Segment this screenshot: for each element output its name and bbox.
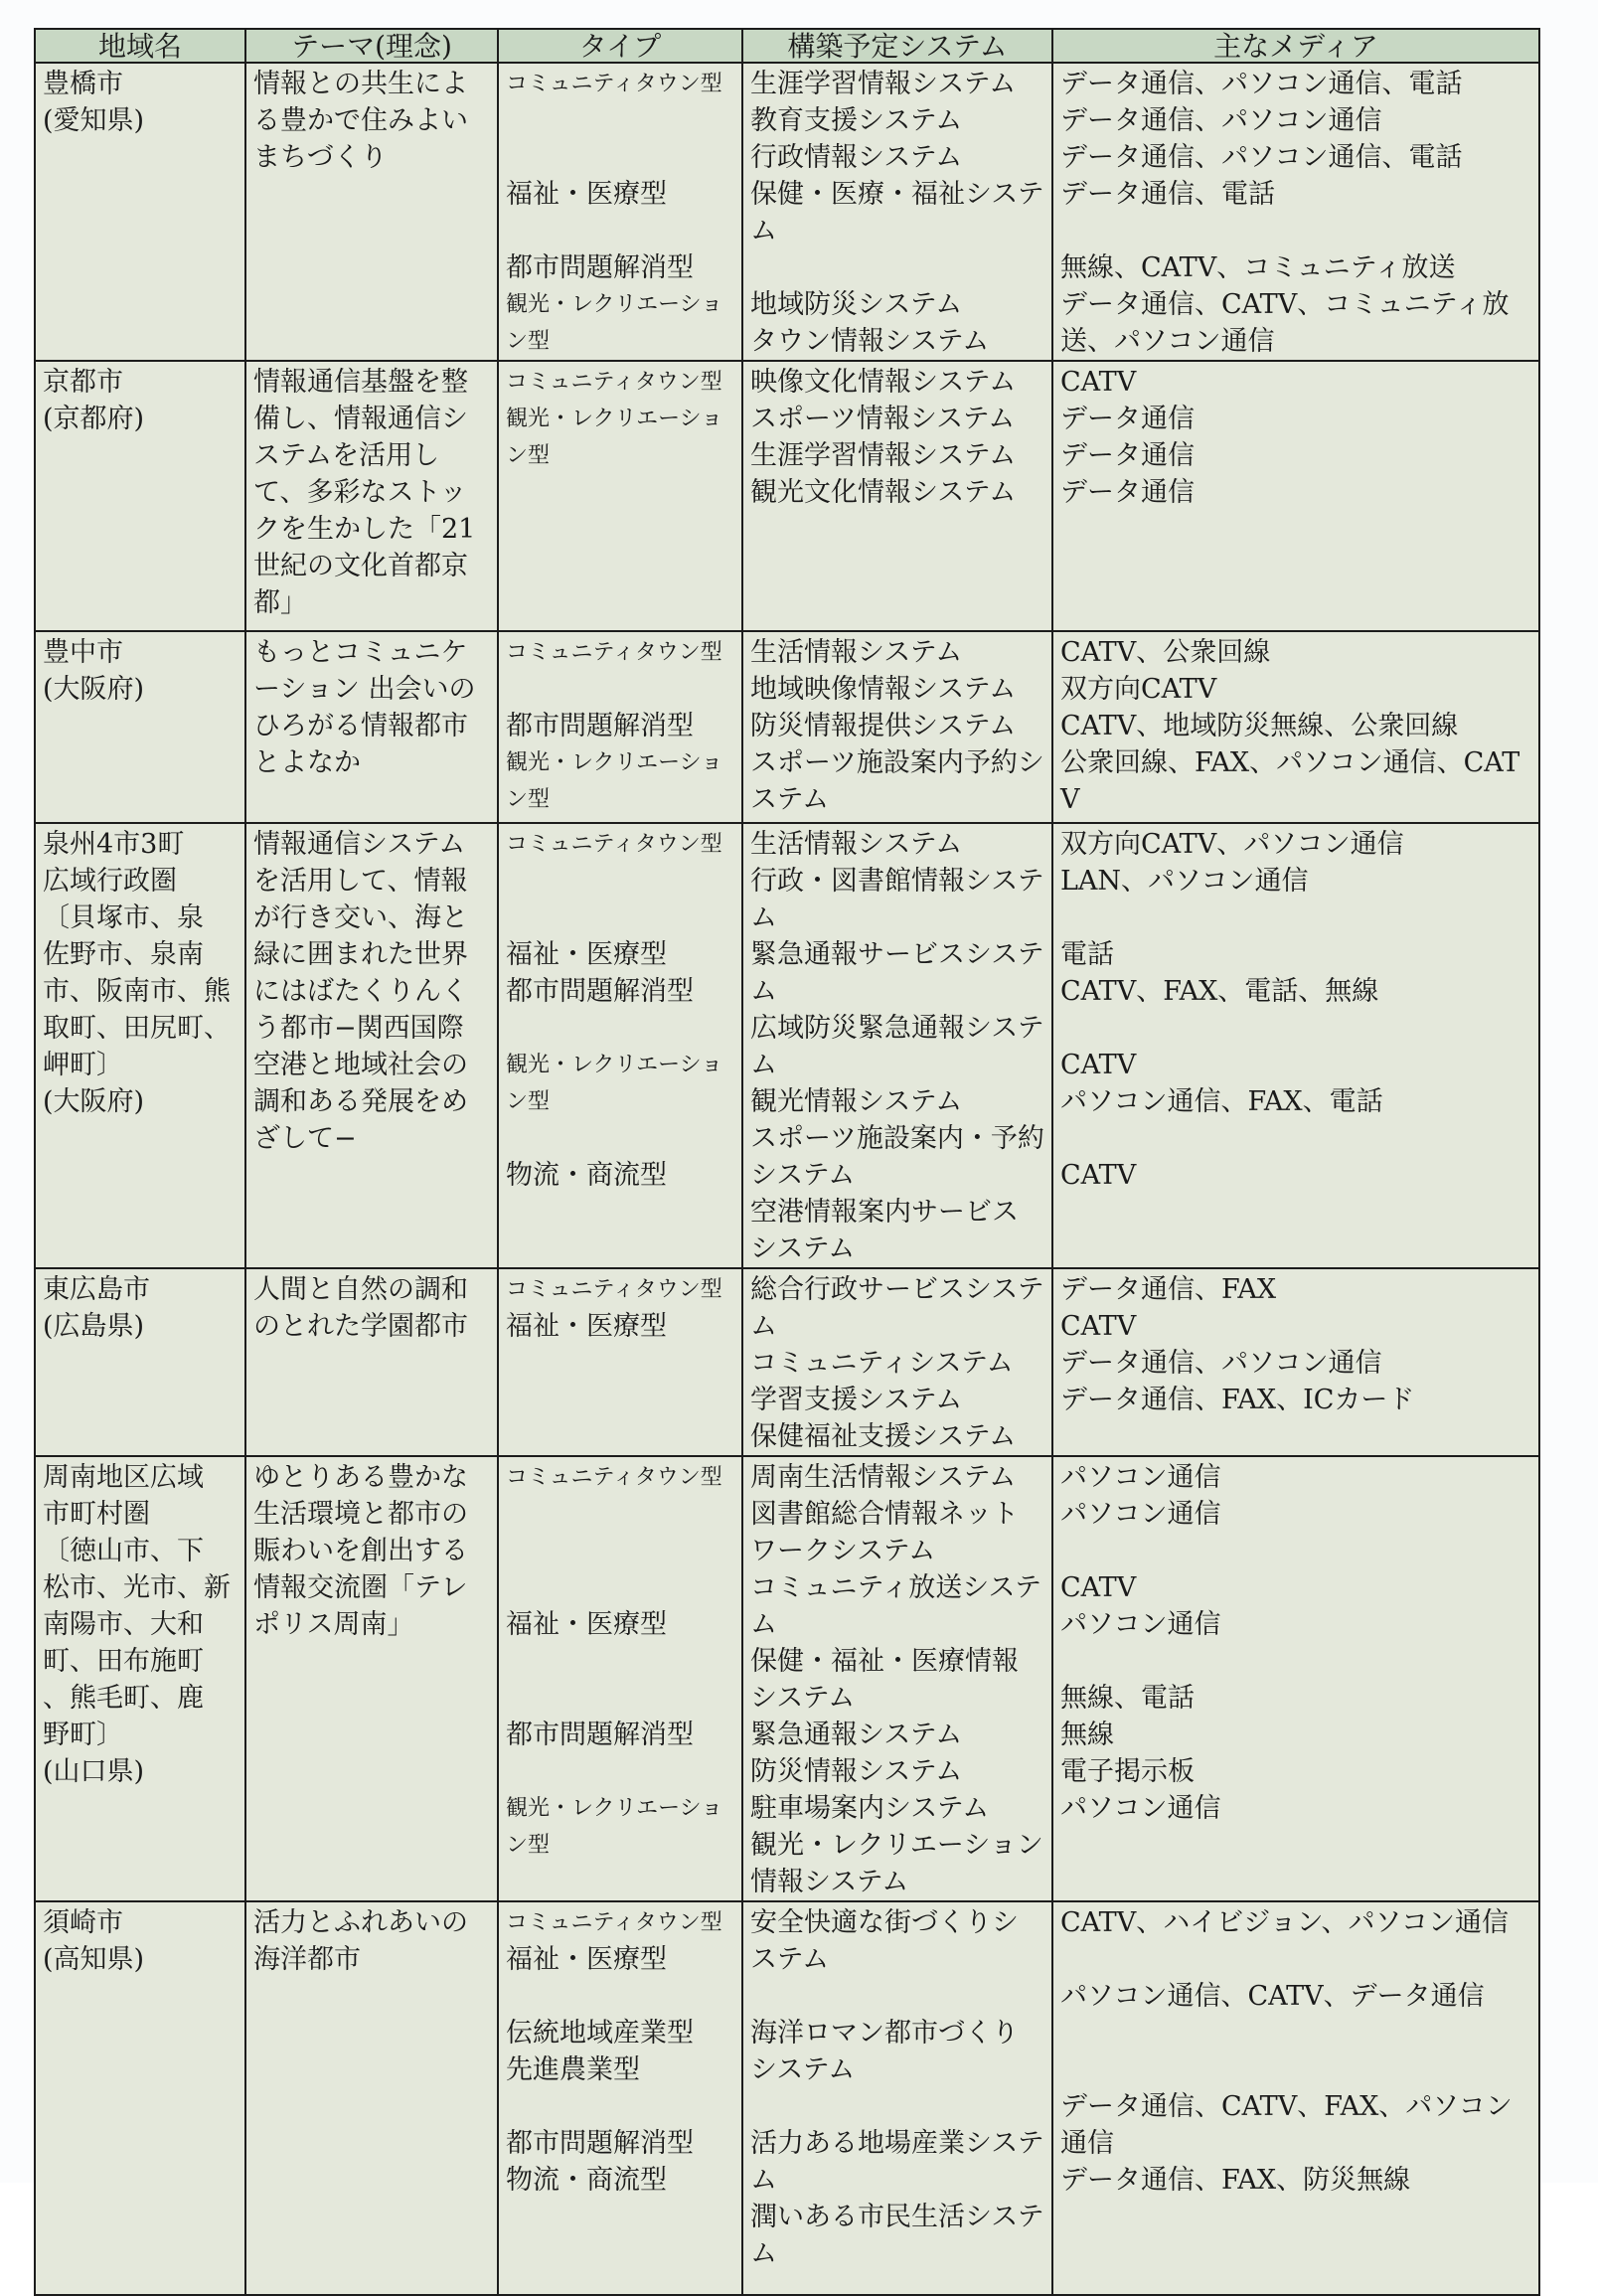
header-region-name: 地域名 <box>35 29 245 63</box>
cell-line: 広域防災緊急通報システム <box>750 1013 1044 1080</box>
cell-theme <box>245 1901 498 2295</box>
cell-region-name <box>35 1268 245 1456</box>
cell-theme <box>245 63 498 361</box>
cell-line: 都市問題解消型 <box>506 2128 694 2159</box>
cell-line <box>506 863 734 900</box>
cell-line: 無線、電話 <box>1060 1683 1195 1714</box>
cell-region-name <box>35 823 245 1268</box>
cell-line: 公衆回線、FAX、パソコン通信、CATV <box>1060 747 1520 815</box>
cell-line: 〔貝塚市、泉 <box>43 902 204 933</box>
table-body <box>35 63 1539 2295</box>
cell-line: 福祉・医療型 <box>506 1944 667 1975</box>
cell-line: スポーツ施設案内予約システム <box>750 747 1044 815</box>
cell-line: (京都府) <box>43 404 145 434</box>
cell-line: 観光・レクリエーション型 <box>506 407 723 468</box>
cell-line: 生涯学習情報システム <box>750 69 1017 99</box>
cell-line: 緊急通報サービスシステム <box>750 939 1044 1007</box>
cell-line: 観光・レクリエーション型 <box>506 292 723 354</box>
cell-region-name <box>35 631 245 823</box>
cell-line: 都市問題解消型 <box>506 711 694 741</box>
table-row <box>35 1901 1539 2295</box>
cell-line: コミュニティタウン型 <box>506 832 722 857</box>
cell-line: パソコン通信 <box>1060 1609 1221 1640</box>
cell-region-name <box>35 1456 245 1901</box>
cell-line: 東広島市 <box>43 1274 150 1305</box>
cell-line: 無線 <box>1060 1720 1114 1750</box>
cell-theme <box>245 1268 498 1456</box>
regional-info-systems-table <box>34 28 1540 2296</box>
theme-text: 情報通信システムを活用して、情報が行き交い、海と緑に囲まれた世界にはばたくりんくう都市−関西国際空港と地域社会の調和ある発展をめざして− <box>253 829 468 1154</box>
cell-line: 南陽市、大和 <box>43 1609 204 1640</box>
cell-line: (大阪府) <box>43 1086 145 1117</box>
cell-line: 空港情報案内サービスシステム <box>750 1197 1019 1264</box>
cell-main-media <box>1052 631 1539 823</box>
cell-line: 行政・図書館情報システム <box>750 866 1044 933</box>
cell-region-name <box>35 1901 245 2295</box>
table-row <box>35 1268 1539 1456</box>
cell-line: 観光・レクリエーション型 <box>506 1796 723 1858</box>
table-row <box>35 63 1539 361</box>
cell-line <box>1060 213 1531 249</box>
cell-line: CATV <box>1060 1160 1137 1191</box>
cell-line: 保健・福祉・医療情報システム <box>750 1646 1019 1714</box>
cell-line: 緊急通報システム <box>750 1720 963 1750</box>
cell-line: 都市問題解消型 <box>506 252 694 283</box>
cell-planned-system <box>742 1456 1052 1901</box>
cell-line <box>1060 2051 1531 2088</box>
theme-text: 情報との共生による豊かで住みよいまちづくり <box>253 69 468 173</box>
cell-main-media <box>1052 1901 1539 2295</box>
cell-main-media <box>1052 1268 1539 1456</box>
cell-line: 周南地区広域 <box>43 1462 204 1493</box>
cell-planned-system <box>742 63 1052 361</box>
cell-theme <box>245 823 498 1268</box>
cell-line: データ通信、パソコン通信、電話 <box>1060 69 1463 99</box>
cell-planned-system <box>742 1268 1052 1456</box>
cell-line: コミュニティタウン型 <box>506 640 722 665</box>
cell-type <box>498 631 742 823</box>
table-row <box>35 1456 1539 1901</box>
cell-line: データ通信、パソコン通信 <box>1060 1348 1382 1379</box>
cell-line: 学習支援システム <box>750 1385 963 1415</box>
cell-line <box>1060 900 1531 936</box>
cell-line: コミュニティ放送システム <box>750 1572 1041 1640</box>
cell-main-media <box>1052 823 1539 1268</box>
cell-line <box>506 1978 734 2015</box>
cell-line: コミュニティシステム <box>750 1348 1014 1379</box>
cell-theme <box>245 361 498 631</box>
cell-line: 福祉・医療型 <box>506 179 667 210</box>
cell-planned-system <box>742 631 1052 823</box>
cell-line: 電子掲示板 <box>1060 1756 1195 1787</box>
cell-line <box>1060 1120 1531 1157</box>
cell-line: 周南生活情報システム <box>750 1462 1017 1493</box>
cell-line: 先進農業型 <box>506 2054 640 2085</box>
cell-line <box>506 1680 734 1717</box>
cell-line: CATV、地域防災無線、公衆回線 <box>1060 711 1459 741</box>
cell-line: パソコン通信 <box>1060 1462 1221 1493</box>
cell-line: データ通信、パソコン通信、電話 <box>1060 142 1463 173</box>
cell-line: データ通信 <box>1060 404 1195 434</box>
cell-main-media <box>1052 63 1539 361</box>
cell-region-name <box>35 361 245 631</box>
cell-line: 福祉・医療型 <box>506 1311 667 1342</box>
cell-main-media <box>1052 361 1539 631</box>
cell-line: 地域防災システム <box>750 289 963 320</box>
cell-line: データ通信、CATV、FAX、パソコン通信 <box>1060 2091 1513 2159</box>
cell-line <box>506 1643 734 1680</box>
table-row <box>35 631 1539 823</box>
header-type: タイプ <box>498 29 742 63</box>
theme-text: 活力とふれあいの海洋都市 <box>253 1907 468 1975</box>
cell-line: コミュニティタウン型 <box>506 1910 722 1935</box>
cell-line: 取町、田尻町、 <box>43 1013 231 1044</box>
cell-line: データ通信、FAX <box>1060 1274 1277 1305</box>
cell-type <box>498 361 742 631</box>
cell-line: 豊中市 <box>43 637 123 668</box>
cell-line: 福祉・医療型 <box>506 1609 667 1640</box>
cell-line: 生活情報システム <box>750 829 963 860</box>
cell-region-name <box>35 63 245 361</box>
cell-line: 安全快適な街づくりシステム <box>750 1907 1019 1975</box>
cell-line: LAN、パソコン通信 <box>1060 866 1309 897</box>
cell-line: 図書館総合情報ネットワークシステム <box>750 1499 1019 1566</box>
cell-theme <box>245 1456 498 1901</box>
cell-line: 観光・レクリエーション型 <box>506 750 723 812</box>
header-theme: テーマ(理念) <box>245 29 498 63</box>
cell-line: データ通信 <box>1060 440 1195 471</box>
cell-line: 海洋ロマン都市づくりシステム <box>750 2018 1019 2085</box>
cell-line: 活力ある地場産業システム <box>750 2128 1044 2196</box>
cell-line: 福祉・医療型 <box>506 939 667 970</box>
cell-line <box>506 1533 734 1569</box>
cell-line: 保健福祉支援システム <box>750 1421 1017 1452</box>
cell-line: 泉州4市3町 <box>43 829 185 860</box>
cell-line <box>506 1120 734 1157</box>
header-planned-system: 構築予定システム <box>742 29 1052 63</box>
theme-text: ゆとりある豊かな生活環境と都市の賑わいを創出する情報交流圏「テレポリス周南」 <box>253 1462 468 1640</box>
table-header-row <box>35 29 1539 63</box>
table-row <box>35 823 1539 1268</box>
cell-line: 京都市 <box>43 367 123 398</box>
cell-line: 観光・レクリエーション情報システム <box>750 1830 1043 1897</box>
cell-line: (高知県) <box>43 1944 145 1975</box>
cell-line <box>750 1978 1044 2015</box>
cell-line: コミュニティタウン型 <box>506 1277 722 1302</box>
cell-line: 観光情報システム <box>750 1086 963 1117</box>
cell-line: 観光文化情報システム <box>750 477 1017 508</box>
cell-line: 生活情報システム <box>750 637 963 668</box>
cell-line: (山口県) <box>43 1756 145 1787</box>
cell-line: 広域行政圏 <box>43 866 177 897</box>
cell-planned-system <box>742 823 1052 1268</box>
cell-line: CATV <box>1060 1050 1137 1080</box>
cell-line: スポーツ情報システム <box>750 404 1016 434</box>
cell-planned-system <box>742 361 1052 631</box>
cell-line: 都市問題解消型 <box>506 1720 694 1750</box>
cell-line: 物流・商流型 <box>506 2165 667 2196</box>
header-main-media: 主なメディア <box>1052 29 1539 63</box>
cell-line: CATV、FAX、電話、無線 <box>1060 976 1379 1007</box>
cell-line: データ通信、CATV、コミュニティ放送、パソコン通信 <box>1060 289 1510 357</box>
cell-line <box>506 671 734 708</box>
cell-line: パソコン通信 <box>1060 1793 1221 1824</box>
cell-line: 双方向CATV <box>1060 674 1217 705</box>
cell-line <box>506 213 734 249</box>
cell-line: パソコン通信、FAX、電話 <box>1060 1086 1383 1117</box>
table-row <box>35 361 1539 631</box>
cell-line: データ通信、パソコン通信 <box>1060 105 1382 136</box>
cell-line: 映像文化情報システム <box>750 367 1017 398</box>
cell-planned-system <box>742 1901 1052 2295</box>
cell-line <box>506 1569 734 1606</box>
cell-line: CATV、公衆回線 <box>1060 637 1271 668</box>
cell-line: 生涯学習情報システム <box>750 440 1017 471</box>
cell-line: コミュニティタウン型 <box>506 370 722 395</box>
cell-line: コミュニティタウン型 <box>506 1465 722 1490</box>
cell-line: 観光・レクリエーション型 <box>506 1053 723 1114</box>
cell-line <box>506 139 734 176</box>
cell-line <box>750 249 1044 286</box>
cell-line: CATV <box>1060 1572 1137 1603</box>
cell-line <box>506 1753 734 1790</box>
cell-line: 教育支援システム <box>750 105 963 136</box>
cell-theme <box>245 631 498 823</box>
cell-line: 市町村圏 <box>43 1499 150 1530</box>
cell-line: CATV、ハイビジョン、パソコン通信 <box>1060 1907 1509 1938</box>
cell-line <box>750 2088 1044 2125</box>
theme-text: 情報通信基盤を整備し、情報通信システムを活用して、多彩なストックを生かした「21世紀の文化首都京都」 <box>253 367 476 618</box>
cell-line: タウン情報システム <box>750 326 990 357</box>
cell-line: 野町〕 <box>43 1720 123 1750</box>
cell-line: データ通信、電話 <box>1060 179 1275 210</box>
cell-line: データ通信、FAX、ICカード <box>1060 1385 1415 1415</box>
cell-line: パソコン通信 <box>1060 1499 1221 1530</box>
cell-line <box>1060 1533 1531 1569</box>
cell-line <box>1060 1941 1531 1978</box>
cell-type <box>498 63 742 361</box>
cell-line <box>1060 1010 1531 1047</box>
cell-type <box>498 1268 742 1456</box>
cell-line: データ通信、FAX、防災無線 <box>1060 2165 1411 2196</box>
cell-line: 地域映像情報システム <box>750 674 1017 705</box>
cell-line: データ通信 <box>1060 477 1195 508</box>
cell-line <box>1060 2015 1531 2051</box>
cell-line <box>506 900 734 936</box>
cell-line: 双方向CATV、パソコン通信 <box>1060 829 1404 860</box>
cell-line: 須崎市 <box>43 1907 123 1938</box>
cell-line: 町、田布施町 <box>43 1646 204 1677</box>
theme-text: もっとコミュニケーション 出会いのひろがる情報都市とよなか <box>253 637 476 778</box>
cell-type <box>498 1901 742 2295</box>
cell-line: 保健・医療・福祉システム <box>750 179 1044 246</box>
cell-type <box>498 823 742 1268</box>
cell-line: 伝統地域産業型 <box>506 2018 694 2049</box>
cell-line: (愛知県) <box>43 105 145 136</box>
cell-line: (大阪府) <box>43 674 145 705</box>
cell-line: パソコン通信、CATV、データ通信 <box>1060 1981 1485 2012</box>
cell-line: 防災情報提供システム <box>750 711 1017 741</box>
cell-line: 潤いある市民生活システム <box>750 2202 1044 2269</box>
cell-line: 行政情報システム <box>750 142 963 173</box>
cell-line: CATV <box>1060 1311 1137 1342</box>
cell-line <box>506 1496 734 1533</box>
cell-line: 豊橋市 <box>43 69 123 99</box>
cell-line: 電話 <box>1060 939 1114 970</box>
cell-line: 市、阪南市、熊 <box>43 976 231 1007</box>
cell-line: 都市問題解消型 <box>506 976 694 1007</box>
cell-line <box>506 102 734 139</box>
cell-line: 松市、光市、新 <box>43 1572 231 1603</box>
cell-line: 無線、CATV、コミュニティ放送 <box>1060 252 1456 283</box>
cell-line: (広島県) <box>43 1311 145 1342</box>
cell-line: 〔徳山市、下 <box>43 1536 204 1566</box>
cell-line: コミュニティタウン型 <box>506 72 722 96</box>
cell-line: スポーツ施設案内・予約システム <box>750 1123 1044 1191</box>
cell-line: 物流・商流型 <box>506 1160 667 1191</box>
cell-line: 防災情報システム <box>750 1756 963 1787</box>
cell-line: 、熊毛町、鹿 <box>43 1683 204 1714</box>
theme-text: 人間と自然の調和のとれた学園都市 <box>253 1274 468 1342</box>
cell-line <box>506 2088 734 2125</box>
cell-line <box>506 1010 734 1047</box>
cell-line: 佐野市、泉南 <box>43 939 204 970</box>
cell-main-media <box>1052 1456 1539 1901</box>
cell-line: 駐車場案内システム <box>750 1793 990 1824</box>
cell-line: CATV <box>1060 367 1137 398</box>
cell-line <box>1060 1643 1531 1680</box>
cell-line: 総合行政サービスシステム <box>750 1274 1044 1342</box>
cell-type <box>498 1456 742 1901</box>
cell-line: 岬町〕 <box>43 1050 123 1080</box>
